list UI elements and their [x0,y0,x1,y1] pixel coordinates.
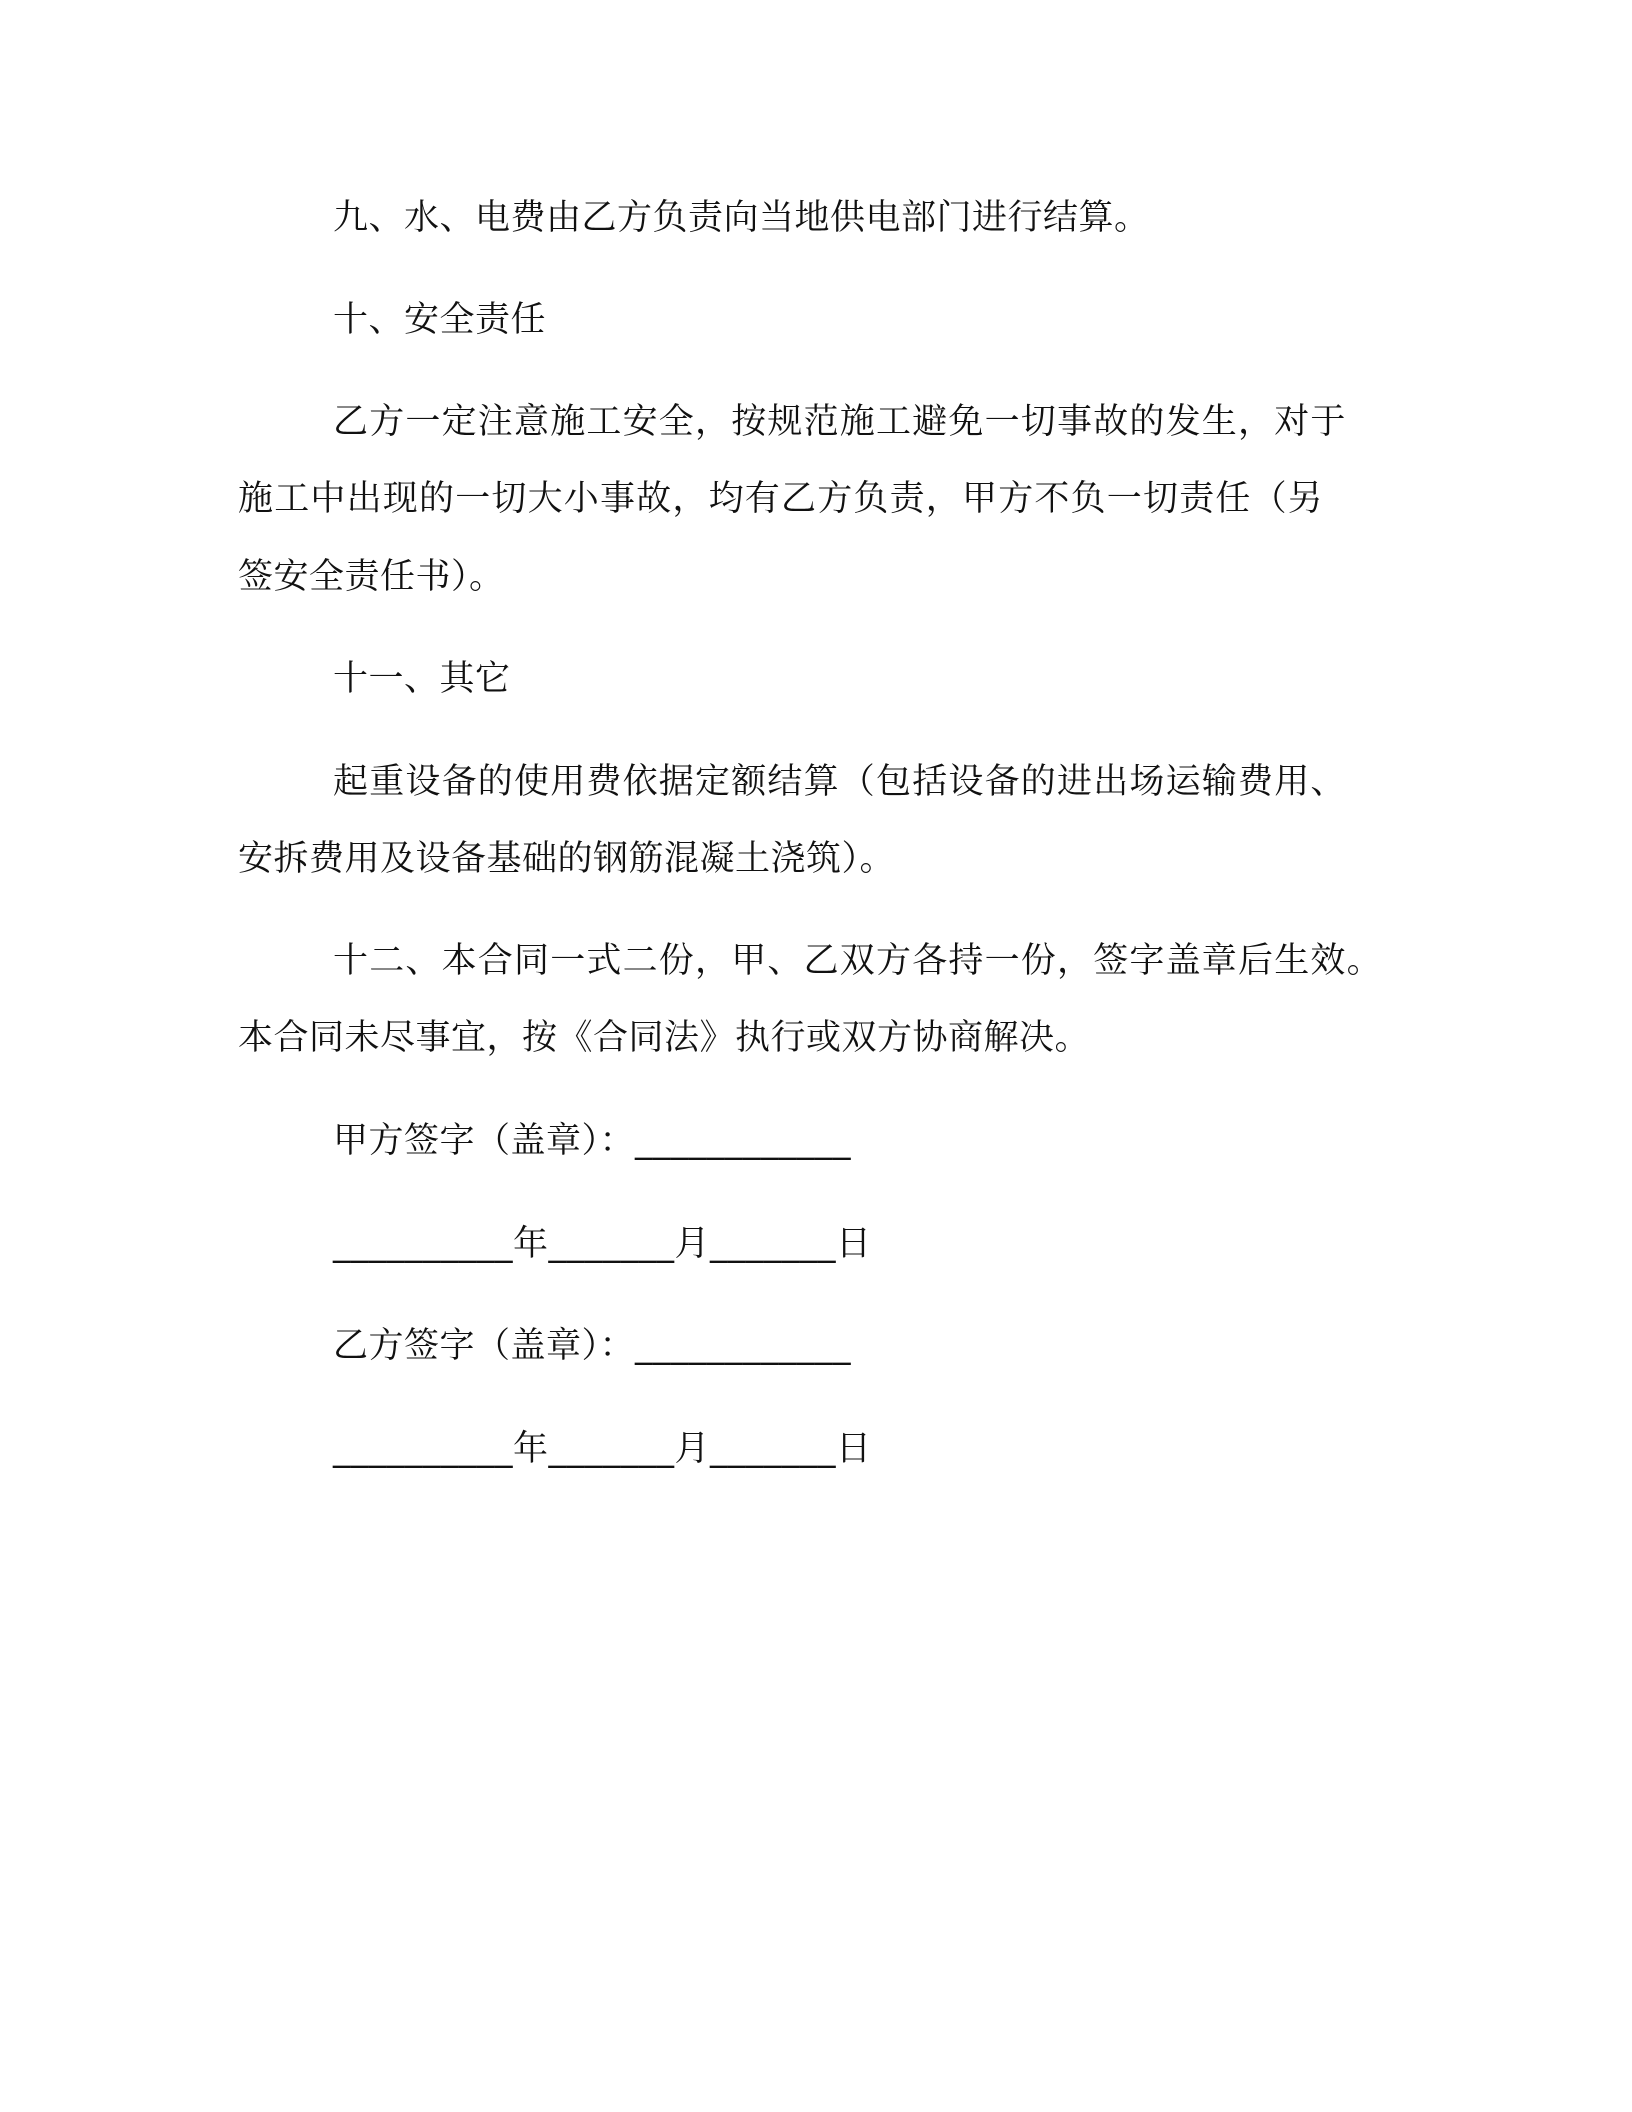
clause-twelve-line-2: 本合同未尽事宜，按《合同法》执行或双方协商解决。 [238,1018,1091,1058]
clause-eleven-heading: 十一、其它 [333,659,511,699]
clause-eleven-text-line-1: 起重设备的使用费依据定额结算（包括设备的进出场运输费用、 [333,762,1347,802]
clause-twelve-line-1: 十二、本合同一式二份，甲、乙双方各持一份，签字盖章后生效。 [333,941,1383,981]
party-b-date: __________年_______月_______日 [333,1429,872,1469]
party-b-signature: 乙方签字（盖章）：____________ [333,1326,852,1366]
clause-ten-text-line-2: 施工中出现的一切大小事故，均有乙方负责，甲方不负一切责任（另 [238,479,1325,519]
clause-eleven-text-line-2: 安拆费用及设备基础的钢筋混凝土浇筑）。 [238,839,896,879]
clause-ten-text-line-3: 签安全责任书）。 [238,557,505,597]
clause-nine: 九、水、电费由乙方负责向当地供电部门进行结算。 [333,198,1150,238]
clause-ten-text-line-1: 乙方一定注意施工安全，按规范施工避免一切事故的发生，对于 [333,402,1347,442]
party-a-signature: 甲方签字（盖章）：____________ [333,1121,852,1161]
clause-ten-heading: 十、安全责任 [333,300,547,340]
party-a-date: __________年_______月_______日 [333,1224,872,1264]
